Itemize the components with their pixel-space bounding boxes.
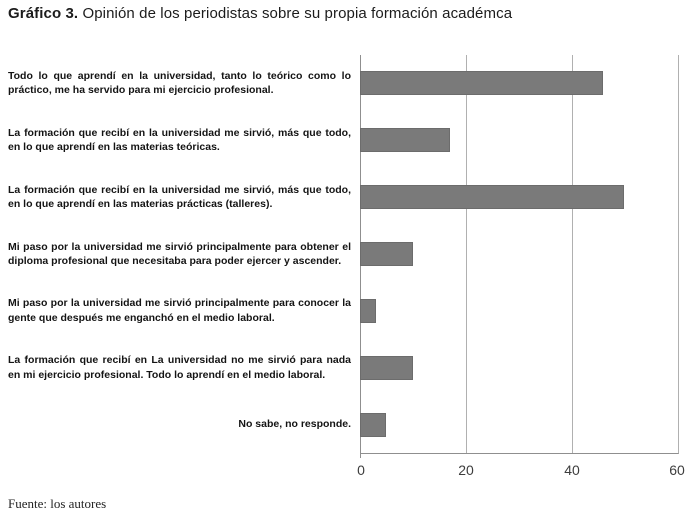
x-axis-tick-labels [0, 462, 700, 480]
category-label-text: La formación que recibí en la universidad me sirvió, más que todo, en lo que aprendí en las materias prácticas (talleres). [8, 183, 351, 211]
chart-title [8, 5, 512, 22]
chart-row [0, 226, 678, 283]
category-label-text: La formación que recibí en la universidad me sirvió, más que todo, en lo que aprendí en las materias teóricas. [8, 126, 351, 154]
bar [360, 71, 603, 95]
bar [360, 299, 376, 323]
category-label-text: La formación que recibí en La universidad no me sirvió para nada en mi ejercicio profesional. Todo lo aprendí en el medio laboral. [8, 354, 351, 381]
x-tick-label: 40 [564, 462, 580, 478]
bar [360, 413, 386, 437]
category-label-text: No sabe, no responde. [238, 418, 351, 431]
category-label [0, 296, 360, 325]
chart-title-text: Opinión de los periodistas sobre su propia formación académca [78, 5, 513, 22]
source-note: Fuente: los autores [8, 496, 107, 511]
chart-row [0, 112, 678, 169]
category-label [0, 183, 360, 212]
category-label [0, 126, 360, 155]
bar-cell [360, 282, 677, 339]
x-axis-tick-mark [360, 454, 361, 458]
bar-rows [0, 55, 678, 453]
x-tick-label: 60 [669, 462, 685, 478]
bar [360, 128, 450, 152]
bar-cell [360, 55, 677, 112]
chart-row [0, 169, 678, 226]
category-label-text: Todo lo que aprendí en la universidad, tanto lo teórico como lo práctico, me ha servido para mi ejercicio profesional. [8, 69, 351, 97]
bar-cell [360, 169, 677, 226]
category-label-text: Mi paso por la universidad me sirvió principalmente para conocer la gente que después me enganchó en el medio laboral. [8, 297, 351, 324]
bar [360, 356, 413, 380]
chart-row [0, 396, 678, 453]
chart-row [0, 55, 678, 112]
bar [360, 242, 413, 266]
bar-cell [360, 396, 677, 453]
chart-row [0, 282, 678, 339]
bar [360, 185, 624, 209]
x-tick-label: 20 [458, 462, 474, 478]
bar-cell [360, 112, 677, 169]
category-label [0, 240, 360, 269]
category-label [0, 417, 360, 432]
category-label-text: Mi paso por la universidad me sirvió principalmente para obtener el diploma profesional que necesitaba para poder ejercer y ascender. [8, 240, 351, 267]
chart-title-number: Gráfico 3. [8, 5, 79, 22]
category-label [0, 353, 360, 382]
bar-cell [360, 226, 677, 283]
category-label [0, 69, 360, 98]
x-tick-label: 0 [357, 462, 365, 478]
chart-row [0, 339, 678, 396]
bar-cell [360, 339, 677, 396]
